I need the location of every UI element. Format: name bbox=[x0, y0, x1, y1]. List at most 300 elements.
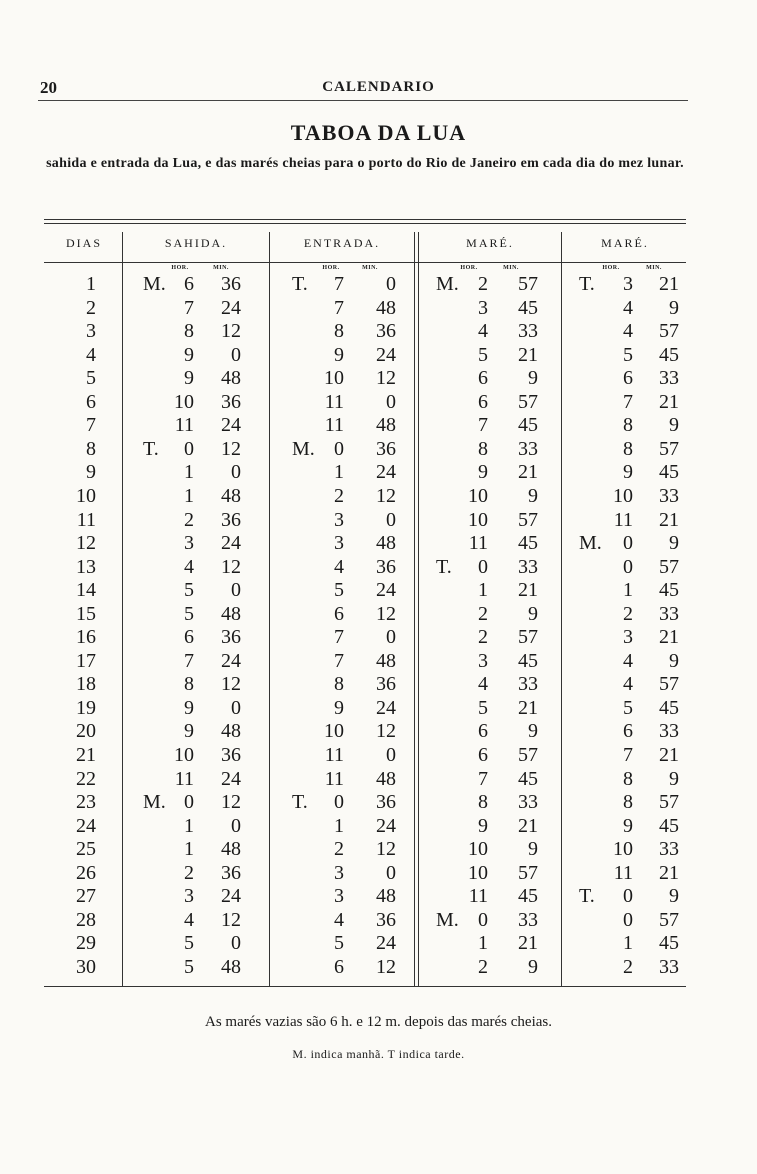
mare2-hour: 9 bbox=[623, 815, 633, 837]
mare1-hour: 7 bbox=[478, 768, 488, 790]
entrada-hour: 0 bbox=[334, 438, 344, 460]
table-top-rule bbox=[44, 219, 686, 220]
mare1-minute: 57 bbox=[518, 626, 538, 648]
mare1-minute: 9 bbox=[528, 956, 538, 978]
sahida-minute: 0 bbox=[231, 461, 241, 483]
mare2-minute: 33 bbox=[659, 485, 679, 507]
sahida-minute: 48 bbox=[221, 838, 241, 860]
sahida-hour: 5 bbox=[184, 579, 194, 601]
sahida-hour: 8 bbox=[184, 673, 194, 695]
day-cell: 19 bbox=[76, 697, 96, 719]
unit-min-label: MIN. bbox=[362, 265, 378, 271]
day-cell: 7 bbox=[86, 414, 96, 436]
sahida-minute: 36 bbox=[221, 509, 241, 531]
sahida-minute: 12 bbox=[221, 791, 241, 813]
mare1-minute: 45 bbox=[518, 414, 538, 436]
header-rule bbox=[38, 100, 688, 101]
sahida-hour: 9 bbox=[184, 720, 194, 742]
column-divider bbox=[122, 232, 123, 986]
sahida-hour: 6 bbox=[184, 273, 194, 295]
mare1-hour: 8 bbox=[478, 791, 488, 813]
mare2-hour: 5 bbox=[623, 697, 633, 719]
column-divider bbox=[414, 232, 415, 986]
mare1-minute: 45 bbox=[518, 885, 538, 907]
mare2-hour: 2 bbox=[623, 956, 633, 978]
entrada-minute: 24 bbox=[376, 461, 396, 483]
column-divider bbox=[269, 232, 270, 986]
entrada-hour: 4 bbox=[334, 909, 344, 931]
entrada-hour: 3 bbox=[334, 509, 344, 531]
entrada-hour: 7 bbox=[334, 273, 344, 295]
entrada-minute: 48 bbox=[376, 532, 396, 554]
sahida-hour: 2 bbox=[184, 862, 194, 884]
entrada-hour: 3 bbox=[334, 885, 344, 907]
entrada-hour: 11 bbox=[324, 768, 344, 790]
mare1-hour: 6 bbox=[478, 720, 488, 742]
mare1-hour: 3 bbox=[478, 650, 488, 672]
entrada-period: T. bbox=[292, 273, 308, 295]
mare1-minute: 33 bbox=[518, 556, 538, 578]
entrada-hour: 2 bbox=[334, 485, 344, 507]
sahida-minute: 48 bbox=[221, 956, 241, 978]
sahida-hour: 2 bbox=[184, 509, 194, 531]
mare2-period: M. bbox=[579, 532, 602, 554]
mare2-minute: 9 bbox=[669, 885, 679, 907]
mare2-hour: 2 bbox=[623, 603, 633, 625]
mare1-minute: 57 bbox=[518, 273, 538, 295]
column-header-mare: MARÉ. bbox=[466, 236, 514, 250]
sahida-hour: 5 bbox=[184, 956, 194, 978]
mare2-minute: 57 bbox=[659, 438, 679, 460]
sahida-period: T. bbox=[143, 438, 159, 460]
mare2-hour: 8 bbox=[623, 414, 633, 436]
header-bottom-rule bbox=[44, 262, 686, 263]
mare2-hour: 4 bbox=[623, 297, 633, 319]
sahida-hour: 11 bbox=[174, 414, 194, 436]
footnote-legend: M. indica manhã. T indica tarde. bbox=[292, 1047, 465, 1061]
table-top-rule-2 bbox=[44, 223, 686, 224]
entrada-minute: 0 bbox=[386, 391, 396, 413]
sahida-hour: 3 bbox=[184, 532, 194, 554]
day-cell: 22 bbox=[76, 768, 96, 790]
mare1-period: M. bbox=[436, 273, 459, 295]
page-number: 20 bbox=[40, 78, 57, 97]
day-cell: 20 bbox=[76, 720, 96, 742]
mare1-minute: 57 bbox=[518, 509, 538, 531]
day-cell: 24 bbox=[76, 815, 96, 837]
mare1-hour: 11 bbox=[468, 885, 488, 907]
sahida-minute: 0 bbox=[231, 815, 241, 837]
mare1-minute: 21 bbox=[518, 815, 538, 837]
day-cell: 1 bbox=[86, 273, 96, 295]
mare1-hour: 9 bbox=[478, 461, 488, 483]
mare1-hour: 10 bbox=[468, 862, 488, 884]
mare2-hour: 6 bbox=[623, 367, 633, 389]
day-cell: 16 bbox=[76, 626, 96, 648]
mare2-minute: 9 bbox=[669, 297, 679, 319]
entrada-hour: 9 bbox=[334, 697, 344, 719]
unit-hor-label: HOR. bbox=[602, 265, 620, 271]
mare1-hour: 6 bbox=[478, 391, 488, 413]
mare2-hour: 0 bbox=[623, 909, 633, 931]
sahida-minute: 0 bbox=[231, 579, 241, 601]
day-cell: 28 bbox=[76, 909, 96, 931]
sahida-minute: 36 bbox=[221, 626, 241, 648]
sahida-minute: 48 bbox=[221, 603, 241, 625]
sahida-hour: 0 bbox=[184, 791, 194, 813]
mare1-period: M. bbox=[436, 909, 459, 931]
sahida-minute: 48 bbox=[221, 367, 241, 389]
sahida-hour: 3 bbox=[184, 885, 194, 907]
sahida-minute: 36 bbox=[221, 744, 241, 766]
mare2-minute: 21 bbox=[659, 744, 679, 766]
sahida-period: M. bbox=[143, 273, 166, 295]
mare1-hour: 0 bbox=[478, 909, 488, 931]
sahida-minute: 0 bbox=[231, 697, 241, 719]
day-cell: 6 bbox=[86, 391, 96, 413]
mare1-hour: 2 bbox=[478, 273, 488, 295]
day-cell: 25 bbox=[76, 838, 96, 860]
day-cell: 3 bbox=[86, 320, 96, 342]
mare2-hour: 10 bbox=[613, 485, 633, 507]
unit-min-label: MIN. bbox=[503, 265, 519, 271]
mare1-minute: 45 bbox=[518, 768, 538, 790]
entrada-hour: 5 bbox=[334, 932, 344, 954]
mare2-period: T. bbox=[579, 273, 595, 295]
mare2-minute: 9 bbox=[669, 532, 679, 554]
sahida-minute: 12 bbox=[221, 438, 241, 460]
mare2-minute: 45 bbox=[659, 579, 679, 601]
entrada-hour: 8 bbox=[334, 320, 344, 342]
sahida-hour: 9 bbox=[184, 697, 194, 719]
entrada-hour: 10 bbox=[324, 720, 344, 742]
mare2-hour: 4 bbox=[623, 650, 633, 672]
mare2-minute: 21 bbox=[659, 509, 679, 531]
mare2-minute: 57 bbox=[659, 556, 679, 578]
day-cell: 8 bbox=[86, 438, 96, 460]
day-cell: 29 bbox=[76, 932, 96, 954]
footnote: As marés vazias são 6 h. e 12 m. depois das marés cheias. bbox=[205, 1014, 552, 1030]
entrada-hour: 10 bbox=[324, 367, 344, 389]
entrada-minute: 48 bbox=[376, 885, 396, 907]
mare2-hour: 7 bbox=[623, 744, 633, 766]
mare2-minute: 57 bbox=[659, 791, 679, 813]
mare1-minute: 9 bbox=[528, 838, 538, 860]
entrada-hour: 1 bbox=[334, 461, 344, 483]
column-header-entrada: ENTRADA. bbox=[303, 236, 381, 250]
mare1-hour: 6 bbox=[478, 367, 488, 389]
entrada-minute: 36 bbox=[376, 673, 396, 695]
mare2-hour: 8 bbox=[623, 768, 633, 790]
mare2-hour: 3 bbox=[623, 273, 633, 295]
sahida-hour: 5 bbox=[184, 603, 194, 625]
sahida-minute: 12 bbox=[221, 556, 241, 578]
sahida-hour: 1 bbox=[184, 461, 194, 483]
entrada-hour: 11 bbox=[324, 391, 344, 413]
sahida-minute: 48 bbox=[221, 485, 241, 507]
sahida-minute: 48 bbox=[221, 720, 241, 742]
sahida-minute: 24 bbox=[221, 414, 241, 436]
mare2-hour: 8 bbox=[623, 438, 633, 460]
mare1-minute: 21 bbox=[518, 697, 538, 719]
mare2-hour: 0 bbox=[623, 556, 633, 578]
day-cell: 2 bbox=[86, 297, 96, 319]
sahida-hour: 9 bbox=[184, 367, 194, 389]
mare2-minute: 9 bbox=[669, 650, 679, 672]
unit-min-label: MIN. bbox=[213, 265, 229, 271]
day-cell: 26 bbox=[76, 862, 96, 884]
column-divider bbox=[561, 232, 562, 986]
page-subtitle: sahida e entrada da Lua, e das marés cheias para o porto do Rio de Janeiro em cada dia do mez lunar. bbox=[46, 156, 684, 171]
entrada-hour: 8 bbox=[334, 673, 344, 695]
mare2-hour: 8 bbox=[623, 791, 633, 813]
mare1-minute: 33 bbox=[518, 673, 538, 695]
mare2-minute: 45 bbox=[659, 697, 679, 719]
entrada-hour: 4 bbox=[334, 556, 344, 578]
entrada-minute: 48 bbox=[376, 297, 396, 319]
sahida-hour: 4 bbox=[184, 556, 194, 578]
entrada-minute: 12 bbox=[376, 485, 396, 507]
mare2-minute: 45 bbox=[659, 461, 679, 483]
mare1-minute: 45 bbox=[518, 650, 538, 672]
day-cell: 13 bbox=[76, 556, 96, 578]
mare2-hour: 7 bbox=[623, 391, 633, 413]
mare1-minute: 57 bbox=[518, 744, 538, 766]
mare2-minute: 9 bbox=[669, 768, 679, 790]
mare1-minute: 33 bbox=[518, 791, 538, 813]
mare2-hour: 11 bbox=[613, 862, 633, 884]
mare2-minute: 21 bbox=[659, 391, 679, 413]
mare1-minute: 9 bbox=[528, 603, 538, 625]
entrada-hour: 0 bbox=[334, 791, 344, 813]
day-cell: 4 bbox=[86, 344, 96, 366]
entrada-minute: 24 bbox=[376, 932, 396, 954]
entrada-hour: 7 bbox=[334, 650, 344, 672]
mare1-hour: 10 bbox=[468, 838, 488, 860]
entrada-hour: 1 bbox=[334, 815, 344, 837]
mare1-minute: 21 bbox=[518, 461, 538, 483]
day-cell: 12 bbox=[76, 532, 96, 554]
mare2-minute: 9 bbox=[669, 414, 679, 436]
entrada-minute: 24 bbox=[376, 579, 396, 601]
mare2-hour: 0 bbox=[623, 885, 633, 907]
mare2-hour: 9 bbox=[623, 461, 633, 483]
day-cell: 23 bbox=[76, 791, 96, 813]
entrada-minute: 36 bbox=[376, 438, 396, 460]
mare2-hour: 4 bbox=[623, 320, 633, 342]
entrada-minute: 48 bbox=[376, 650, 396, 672]
sahida-minute: 12 bbox=[221, 320, 241, 342]
entrada-hour: 7 bbox=[334, 297, 344, 319]
column-header-dias: DIAS bbox=[65, 236, 102, 250]
mare2-minute: 33 bbox=[659, 603, 679, 625]
mare1-hour: 7 bbox=[478, 414, 488, 436]
mare1-hour: 9 bbox=[478, 815, 488, 837]
mare1-minute: 57 bbox=[518, 391, 538, 413]
mare1-minute: 21 bbox=[518, 344, 538, 366]
mare1-hour: 10 bbox=[468, 485, 488, 507]
running-head: CALENDARIO bbox=[322, 79, 435, 95]
entrada-minute: 12 bbox=[376, 956, 396, 978]
sahida-hour: 6 bbox=[184, 626, 194, 648]
entrada-minute: 12 bbox=[376, 603, 396, 625]
sahida-minute: 12 bbox=[221, 673, 241, 695]
entrada-hour: 11 bbox=[324, 414, 344, 436]
mare2-minute: 45 bbox=[659, 932, 679, 954]
mare1-hour: 0 bbox=[478, 556, 488, 578]
sahida-hour: 9 bbox=[184, 344, 194, 366]
unit-hor-label: HOR. bbox=[460, 265, 478, 271]
day-cell: 9 bbox=[86, 461, 96, 483]
entrada-minute: 48 bbox=[376, 414, 396, 436]
mare1-minute: 9 bbox=[528, 720, 538, 742]
table-bottom-rule bbox=[44, 986, 686, 987]
mare1-hour: 3 bbox=[478, 297, 488, 319]
sahida-hour: 8 bbox=[184, 320, 194, 342]
mare1-minute: 33 bbox=[518, 320, 538, 342]
sahida-minute: 24 bbox=[221, 768, 241, 790]
sahida-minute: 0 bbox=[231, 344, 241, 366]
mare1-minute: 45 bbox=[518, 532, 538, 554]
sahida-minute: 0 bbox=[231, 932, 241, 954]
mare1-hour: 5 bbox=[478, 344, 488, 366]
mare2-hour: 3 bbox=[623, 626, 633, 648]
entrada-hour: 6 bbox=[334, 956, 344, 978]
mare1-hour: 2 bbox=[478, 603, 488, 625]
sahida-minute: 24 bbox=[221, 532, 241, 554]
unit-min-label: MIN. bbox=[646, 265, 662, 271]
mare2-minute: 21 bbox=[659, 273, 679, 295]
entrada-minute: 36 bbox=[376, 909, 396, 931]
mare2-minute: 21 bbox=[659, 626, 679, 648]
entrada-minute: 0 bbox=[386, 626, 396, 648]
mare2-minute: 33 bbox=[659, 838, 679, 860]
day-cell: 18 bbox=[76, 673, 96, 695]
mare1-hour: 5 bbox=[478, 697, 488, 719]
sahida-minute: 24 bbox=[221, 650, 241, 672]
entrada-minute: 24 bbox=[376, 815, 396, 837]
sahida-hour: 1 bbox=[184, 838, 194, 860]
mare1-hour: 4 bbox=[478, 320, 488, 342]
mare1-minute: 9 bbox=[528, 367, 538, 389]
day-cell: 17 bbox=[76, 650, 96, 672]
day-cell: 14 bbox=[76, 579, 96, 601]
mare2-minute: 33 bbox=[659, 956, 679, 978]
mare2-minute: 21 bbox=[659, 862, 679, 884]
sahida-hour: 11 bbox=[174, 768, 194, 790]
entrada-minute: 12 bbox=[376, 720, 396, 742]
mare1-hour: 10 bbox=[468, 509, 488, 531]
sahida-minute: 24 bbox=[221, 297, 241, 319]
entrada-minute: 0 bbox=[386, 273, 396, 295]
mare1-minute: 21 bbox=[518, 579, 538, 601]
mare2-minute: 45 bbox=[659, 344, 679, 366]
page-title: TABOA DA LUA bbox=[290, 120, 467, 145]
mare2-minute: 57 bbox=[659, 320, 679, 342]
day-cell: 15 bbox=[76, 603, 96, 625]
mare1-minute: 57 bbox=[518, 862, 538, 884]
sahida-hour: 7 bbox=[184, 650, 194, 672]
mare2-minute: 33 bbox=[659, 720, 679, 742]
mare2-minute: 33 bbox=[659, 367, 679, 389]
entrada-minute: 0 bbox=[386, 862, 396, 884]
mare2-hour: 1 bbox=[623, 932, 633, 954]
entrada-period: M. bbox=[292, 438, 315, 460]
unit-hor-label: HOR. bbox=[171, 265, 189, 271]
entrada-minute: 24 bbox=[376, 344, 396, 366]
entrada-minute: 12 bbox=[376, 838, 396, 860]
mare1-hour: 11 bbox=[468, 532, 488, 554]
sahida-period: M. bbox=[143, 791, 166, 813]
entrada-minute: 36 bbox=[376, 791, 396, 813]
mare1-minute: 33 bbox=[518, 438, 538, 460]
mare2-hour: 4 bbox=[623, 673, 633, 695]
entrada-hour: 6 bbox=[334, 603, 344, 625]
column-divider bbox=[418, 232, 419, 986]
entrada-hour: 7 bbox=[334, 626, 344, 648]
sahida-minute: 36 bbox=[221, 273, 241, 295]
sahida-minute: 36 bbox=[221, 862, 241, 884]
entrada-minute: 24 bbox=[376, 697, 396, 719]
mare1-hour: 2 bbox=[478, 626, 488, 648]
column-header-mare-2: MARÉ. bbox=[601, 236, 649, 250]
mare1-hour: 6 bbox=[478, 744, 488, 766]
day-cell: 21 bbox=[76, 744, 96, 766]
mare1-minute: 21 bbox=[518, 932, 538, 954]
mare1-hour: 8 bbox=[478, 438, 488, 460]
mare1-minute: 33 bbox=[518, 909, 538, 931]
mare2-hour: 11 bbox=[613, 509, 633, 531]
mare1-hour: 1 bbox=[478, 579, 488, 601]
sahida-hour: 1 bbox=[184, 815, 194, 837]
entrada-minute: 48 bbox=[376, 768, 396, 790]
sahida-minute: 36 bbox=[221, 391, 241, 413]
mare2-minute: 45 bbox=[659, 815, 679, 837]
sahida-hour: 5 bbox=[184, 932, 194, 954]
entrada-hour: 9 bbox=[334, 344, 344, 366]
sahida-hour: 4 bbox=[184, 909, 194, 931]
mare1-period: T. bbox=[436, 556, 452, 578]
mare2-period: T. bbox=[579, 885, 595, 907]
day-cell: 5 bbox=[86, 367, 96, 389]
entrada-minute: 0 bbox=[386, 509, 396, 531]
mare1-hour: 2 bbox=[478, 956, 488, 978]
entrada-period: T. bbox=[292, 791, 308, 813]
unit-hor-label: HOR. bbox=[322, 265, 340, 271]
entrada-hour: 3 bbox=[334, 862, 344, 884]
sahida-hour: 7 bbox=[184, 297, 194, 319]
day-cell: 10 bbox=[76, 485, 96, 507]
mare2-hour: 6 bbox=[623, 720, 633, 742]
entrada-minute: 36 bbox=[376, 320, 396, 342]
column-header-sahida: SAHIDA. bbox=[164, 236, 228, 250]
mare2-hour: 1 bbox=[623, 579, 633, 601]
mare2-minute: 57 bbox=[659, 673, 679, 695]
entrada-minute: 12 bbox=[376, 367, 396, 389]
day-cell: 30 bbox=[76, 956, 96, 978]
entrada-hour: 3 bbox=[334, 532, 344, 554]
entrada-minute: 0 bbox=[386, 744, 396, 766]
entrada-hour: 5 bbox=[334, 579, 344, 601]
entrada-minute: 36 bbox=[376, 556, 396, 578]
mare1-hour: 4 bbox=[478, 673, 488, 695]
mare2-minute: 57 bbox=[659, 909, 679, 931]
sahida-minute: 12 bbox=[221, 909, 241, 931]
sahida-hour: 10 bbox=[174, 744, 194, 766]
sahida-hour: 1 bbox=[184, 485, 194, 507]
sahida-hour: 0 bbox=[184, 438, 194, 460]
sahida-hour: 10 bbox=[174, 391, 194, 413]
